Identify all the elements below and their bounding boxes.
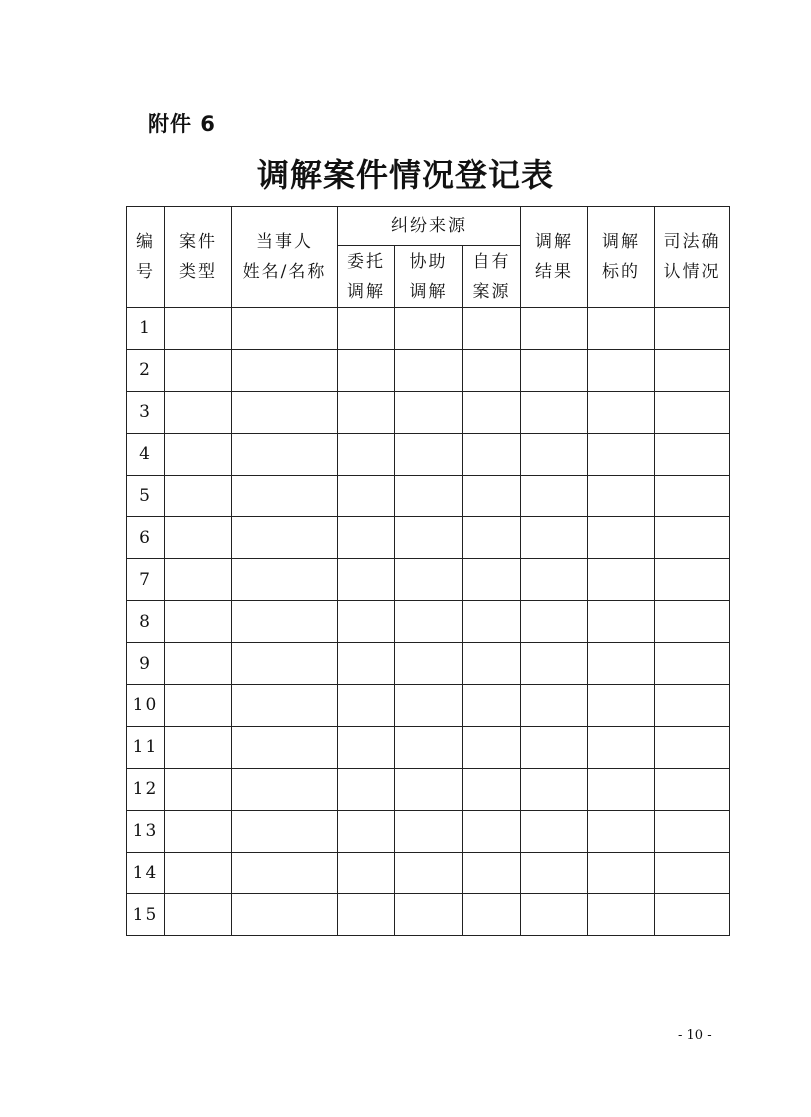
table-cell	[232, 852, 338, 894]
table-cell	[655, 852, 730, 894]
table-cell	[232, 475, 338, 517]
header-subject: 调解 标的	[588, 207, 655, 308]
table-row	[127, 433, 730, 475]
table-row	[127, 643, 730, 685]
table-cell	[588, 726, 655, 768]
table-cell	[521, 559, 588, 601]
table-cell	[338, 852, 395, 894]
table-cell	[588, 852, 655, 894]
table-cell	[395, 685, 463, 727]
table-cell	[165, 433, 232, 475]
table-cell	[165, 726, 232, 768]
table-cell	[232, 308, 338, 350]
table-row	[127, 768, 730, 810]
row-number: 13	[127, 810, 165, 852]
table-cell	[395, 308, 463, 350]
table-cell	[521, 601, 588, 643]
table-cell	[165, 559, 232, 601]
table-cell	[338, 475, 395, 517]
table-cell	[165, 768, 232, 810]
header-entrusted: 委托 调解	[338, 246, 395, 308]
row-number: 4	[127, 433, 165, 475]
table-cell	[655, 433, 730, 475]
table-cell	[338, 391, 395, 433]
table-cell	[232, 517, 338, 559]
table-cell	[588, 475, 655, 517]
table-cell	[588, 308, 655, 350]
row-number: 15	[127, 894, 165, 936]
row-number: 5	[127, 475, 165, 517]
table-cell	[588, 559, 655, 601]
table-cell	[395, 810, 463, 852]
table-cell	[655, 643, 730, 685]
table-cell	[588, 768, 655, 810]
table-cell	[655, 810, 730, 852]
table-cell	[521, 433, 588, 475]
table-cell	[232, 643, 338, 685]
table-row	[127, 475, 730, 517]
registration-table	[126, 206, 730, 936]
table-cell	[395, 517, 463, 559]
table-cell	[232, 391, 338, 433]
table-row	[127, 308, 730, 350]
table-cell	[338, 308, 395, 350]
table-cell	[395, 768, 463, 810]
table-cell	[521, 308, 588, 350]
table-cell	[521, 894, 588, 936]
table-cell	[232, 559, 338, 601]
table-cell	[463, 894, 521, 936]
table-row	[127, 391, 730, 433]
row-number: 1	[127, 308, 165, 350]
table-row	[127, 601, 730, 643]
header-result: 调解 结果	[521, 207, 588, 308]
row-number: 10	[127, 685, 165, 727]
table-cell	[395, 726, 463, 768]
table-cell	[463, 601, 521, 643]
table-body	[127, 308, 730, 936]
table-cell	[232, 894, 338, 936]
table-cell	[463, 852, 521, 894]
table-cell	[588, 601, 655, 643]
table-cell	[521, 768, 588, 810]
header-number: 编 号	[127, 207, 165, 308]
table-cell	[165, 391, 232, 433]
table-cell	[338, 601, 395, 643]
table-cell	[338, 559, 395, 601]
table-cell	[655, 559, 730, 601]
table-cell	[655, 391, 730, 433]
table-cell	[165, 894, 232, 936]
table-cell	[588, 643, 655, 685]
table-cell	[655, 349, 730, 391]
table-cell	[395, 852, 463, 894]
page-title: 调解案件情况登记表	[256, 156, 554, 194]
table-cell	[165, 475, 232, 517]
table-cell	[463, 517, 521, 559]
table-cell	[655, 685, 730, 727]
table-cell	[655, 894, 730, 936]
table-cell	[395, 391, 463, 433]
table-cell	[655, 517, 730, 559]
table-cell	[165, 685, 232, 727]
row-number: 6	[127, 517, 165, 559]
table-cell	[165, 308, 232, 350]
table-cell	[588, 391, 655, 433]
table-cell	[655, 475, 730, 517]
table-cell	[655, 768, 730, 810]
table-cell	[521, 349, 588, 391]
table-cell	[463, 768, 521, 810]
table-cell	[521, 643, 588, 685]
table-row	[127, 349, 730, 391]
table-cell	[395, 894, 463, 936]
table-cell	[338, 349, 395, 391]
table-cell	[338, 517, 395, 559]
table-cell	[232, 601, 338, 643]
table-cell	[232, 433, 338, 475]
table-cell	[521, 475, 588, 517]
header-own-source: 自有 案源	[463, 246, 521, 308]
table-cell	[521, 517, 588, 559]
table-cell	[395, 559, 463, 601]
table-cell	[395, 433, 463, 475]
table-cell	[395, 643, 463, 685]
table-cell	[463, 433, 521, 475]
table-cell	[463, 475, 521, 517]
table-cell	[521, 685, 588, 727]
table-cell	[463, 643, 521, 685]
table-cell	[165, 852, 232, 894]
row-number: 9	[127, 643, 165, 685]
table-row	[127, 685, 730, 727]
table-row	[127, 559, 730, 601]
table-cell	[395, 475, 463, 517]
table-cell	[463, 559, 521, 601]
table-row	[127, 810, 730, 852]
table-cell	[165, 349, 232, 391]
header-case-type: 案件 类型	[165, 207, 232, 308]
table-cell	[521, 726, 588, 768]
table-cell	[165, 810, 232, 852]
table-cell	[338, 768, 395, 810]
row-number: 8	[127, 601, 165, 643]
table-cell	[338, 894, 395, 936]
table-cell	[395, 601, 463, 643]
table-row	[127, 894, 730, 936]
table-cell	[588, 810, 655, 852]
table-cell	[655, 601, 730, 643]
table-cell	[338, 685, 395, 727]
page-number: - 10 -	[678, 1028, 712, 1043]
row-number: 2	[127, 349, 165, 391]
table-cell	[588, 517, 655, 559]
table-cell	[588, 433, 655, 475]
table-row	[127, 726, 730, 768]
table-cell	[232, 726, 338, 768]
row-number: 12	[127, 768, 165, 810]
table-cell	[165, 517, 232, 559]
table-cell	[521, 852, 588, 894]
header-party: 当事人 姓名/名称	[232, 207, 338, 308]
table-row	[127, 517, 730, 559]
attachment-label: 附件 6	[148, 112, 216, 136]
table-cell	[588, 685, 655, 727]
table-cell	[463, 391, 521, 433]
row-number: 14	[127, 852, 165, 894]
table-cell	[463, 349, 521, 391]
table-row	[127, 852, 730, 894]
table-cell	[463, 685, 521, 727]
row-number: 3	[127, 391, 165, 433]
table-cell	[338, 726, 395, 768]
table-cell	[338, 643, 395, 685]
table-cell	[165, 643, 232, 685]
table-cell	[655, 308, 730, 350]
header-dispute-source: 纠纷来源	[338, 207, 521, 246]
table-cell	[395, 349, 463, 391]
table-cell	[232, 810, 338, 852]
table-cell	[463, 726, 521, 768]
header-assisted: 协助 调解	[395, 246, 463, 308]
row-number: 11	[127, 726, 165, 768]
table-cell	[655, 726, 730, 768]
table-cell	[338, 810, 395, 852]
table-cell	[588, 349, 655, 391]
table-cell	[232, 349, 338, 391]
table-cell	[521, 391, 588, 433]
table-cell	[165, 601, 232, 643]
row-number: 7	[127, 559, 165, 601]
table-cell	[521, 810, 588, 852]
table-cell	[463, 810, 521, 852]
table-cell	[232, 768, 338, 810]
header-judicial: 司法确 认情况	[655, 207, 730, 308]
table-cell	[463, 308, 521, 350]
table-cell	[232, 685, 338, 727]
table-cell	[588, 894, 655, 936]
table-cell	[338, 433, 395, 475]
